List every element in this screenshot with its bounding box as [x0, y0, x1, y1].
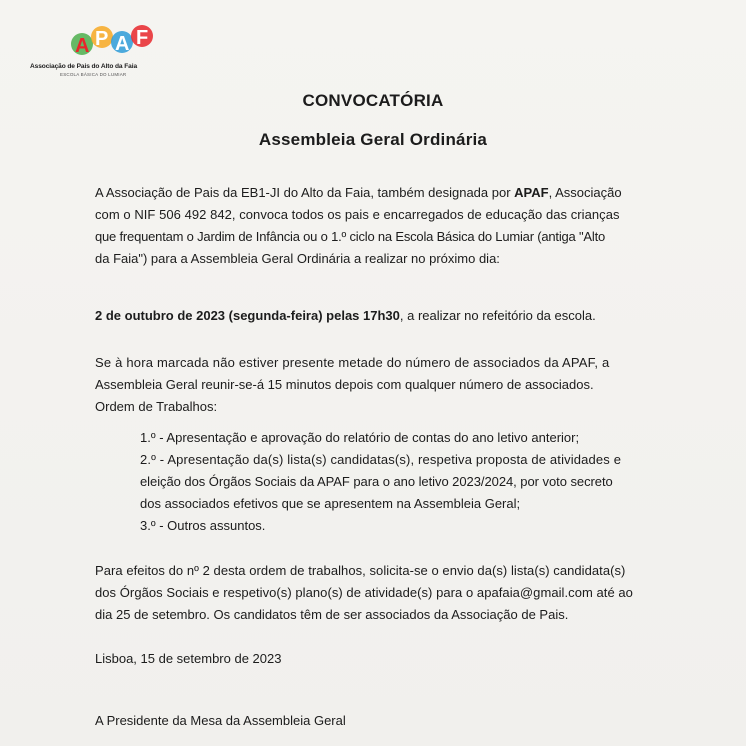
agenda-item-2 — [140, 449, 650, 515]
meeting-date-line — [95, 305, 650, 327]
quorum-line-2: Assembleia Geral reunir-se-á 15 minutos depois com qualquer número de associados. — [95, 377, 594, 392]
intro-line-1-text: A Associação de Pais da EB1-JI do Alto da Faia, também designada por APAF, Associação — [95, 185, 622, 200]
meeting-date-bold: 2 de outubro de 2023 (segunda-feira) pelas 17h30 — [95, 308, 400, 323]
meeting-date-paragraph — [95, 305, 650, 327]
intro-line-2: com o NIF 506 492 842, convoca todos os pais e encarregados de educação das crianças — [95, 207, 620, 222]
submission-line-1: Para efeitos do nº 2 desta ordem de trabalhos, solicita-se o envio da(s) lista(s) candidata(s) — [95, 563, 626, 578]
logo-association-name: Associação de Pais do Alto da Faia — [30, 63, 138, 70]
svg-text:A: A — [75, 35, 90, 57]
place-date: Lisboa, 15 de setembro de 2023 — [95, 651, 282, 666]
intro-paragraph — [95, 182, 650, 270]
intro-line-4: da Faia") para a Assembleia Geral Ordinária a realizar no próximo dia: — [95, 251, 500, 266]
agenda-item-2-line-1: 2.º - Apresentação da(s) lista(s) candidatas(s), respetiva proposta de atividades e — [140, 452, 622, 467]
submission-paragraph — [95, 560, 650, 626]
signature-line: A Presidente da Mesa da Assembleia Geral — [95, 713, 346, 728]
submission-line-2: dos Órgãos Sociais e respetivo(s) plano(s) de atividade(s) para o apafaia@gmail.com até ao — [95, 585, 633, 600]
svg-text:P: P — [95, 28, 109, 50]
svg-text:F: F — [136, 27, 149, 49]
intro-line-1 — [95, 182, 650, 204]
apaf-logo — [30, 22, 180, 84]
agenda-item-3: 3.º - Outros assuntos. — [140, 518, 266, 533]
agenda-item-2-line-2: eleição dos Órgãos Sociais da APAF para o ano letivo 2023/2024, por voto secreto — [140, 474, 613, 489]
agenda-heading: Ordem de Trabalhos: — [95, 399, 218, 414]
document-title: CONVOCATÓRIA — [302, 91, 444, 110]
agenda-item-1: 1.º - Apresentação e aprovação do relatório de contas do ano letivo anterior; — [140, 430, 580, 445]
quorum-line-1: Se à hora marcada não estiver presente metade do número de associados da APAF, a — [95, 355, 610, 370]
svg-text:A: A — [115, 33, 130, 55]
intro-line-3: que frequentam o Jardim de Infância ou o 1.º ciclo na Escola Básica do Lumiar (antiga "Alto — [95, 229, 606, 244]
submission-line-3: dia 25 de setembro. Os candidatos têm de ser associados da Associação de Pais. — [95, 607, 569, 622]
document-subtitle: Assembleia Geral Ordinária — [258, 130, 488, 149]
meeting-date-rest: , a realizar no refeitório da escola. — [399, 308, 596, 323]
logo-subtitle: ESCOLA BÁSICA DO LUMIAR — [60, 72, 127, 77]
agenda-item-2-line-3: dos associados efetivos que se apresentem na Assembleia Geral; — [140, 496, 521, 511]
apaf-logo-mark — [66, 22, 161, 62]
quorum-and-agenda — [95, 352, 650, 533]
